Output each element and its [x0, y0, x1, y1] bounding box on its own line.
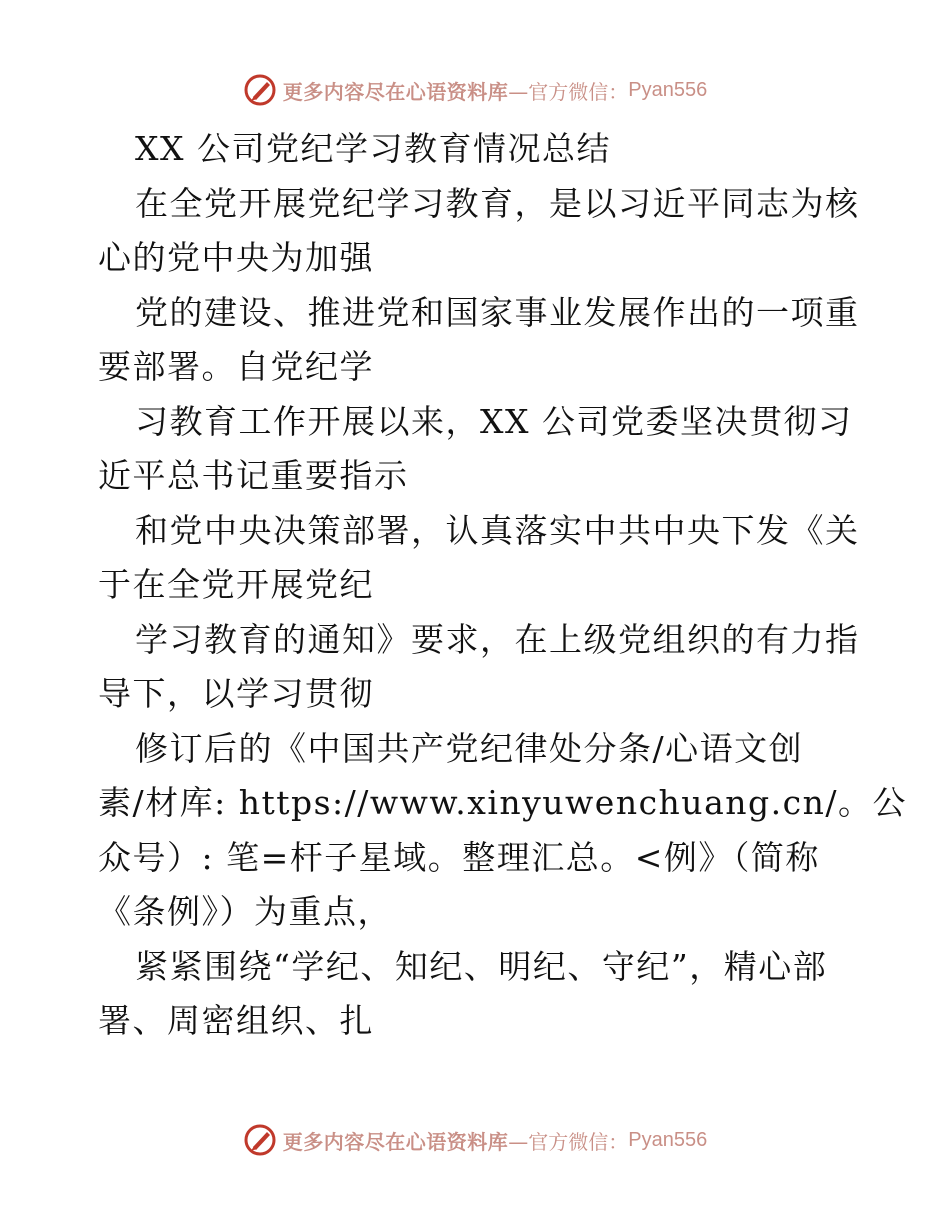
watermark-separator: —官方微信： — [508, 1129, 629, 1154]
paragraph-line: 和党中央决策部署，认真落实中共中央下发《关 — [135, 510, 860, 550]
document-body — [98, 122, 907, 1049]
pen-logo-icon — [243, 1123, 277, 1157]
watermark-text: 更多内容尽在心语资料库 — [282, 79, 509, 104]
footer-watermark — [0, 1120, 950, 1160]
pen-logo-icon — [243, 73, 277, 107]
document-title: XX 公司党纪学习教育情况总结 — [135, 129, 611, 168]
paragraph-line: 于在全党开展党纪 — [98, 565, 374, 604]
paragraph-line: 心的党中央为加强 — [98, 238, 374, 277]
header-watermark — [0, 70, 950, 110]
paragraph-line: 署、周密组织、扎 — [98, 1001, 374, 1040]
paragraph-line: 导下，以学习贯彻 — [98, 674, 374, 713]
paragraph-line: 要部署。自党纪学 — [98, 347, 374, 386]
watermark-separator: —官方微信： — [508, 79, 629, 104]
paragraph-line: 紧紧围绕“学纪、知纪、明纪、守纪”，精心部 — [135, 946, 828, 986]
paragraph-line: 在全党开展党纪学习教育，是以习近平同志为核 — [135, 183, 860, 223]
watermark-wechat-id: Pyan556 — [628, 1128, 708, 1151]
paragraph-line: 素/材库: https://www.xinyuwenchuang.cn/。公 — [98, 783, 907, 822]
paragraph-line: 修订后的《中国共产党纪律处分条/心语文创 — [135, 728, 804, 768]
watermark-text: 更多内容尽在心语资料库 — [282, 1129, 509, 1154]
paragraph-line: 习教育工作开展以来，XX 公司党委坚决贯彻习 — [135, 401, 853, 441]
paragraph-line: 党的建设、推进党和国家事业发展作出的一项重 — [135, 292, 860, 332]
paragraph-line: 近平总书记重要指示 — [98, 456, 409, 495]
paragraph-line: 众号）: 笔=杆子星域。整理汇总。<例》（简称 — [98, 837, 820, 877]
paragraph-line: 学习教育的通知》要求，在上级党组织的有力指 — [135, 619, 860, 659]
paragraph-line: 《条例》）为重点， — [98, 892, 392, 931]
watermark-wechat-id: Pyan556 — [628, 78, 708, 101]
